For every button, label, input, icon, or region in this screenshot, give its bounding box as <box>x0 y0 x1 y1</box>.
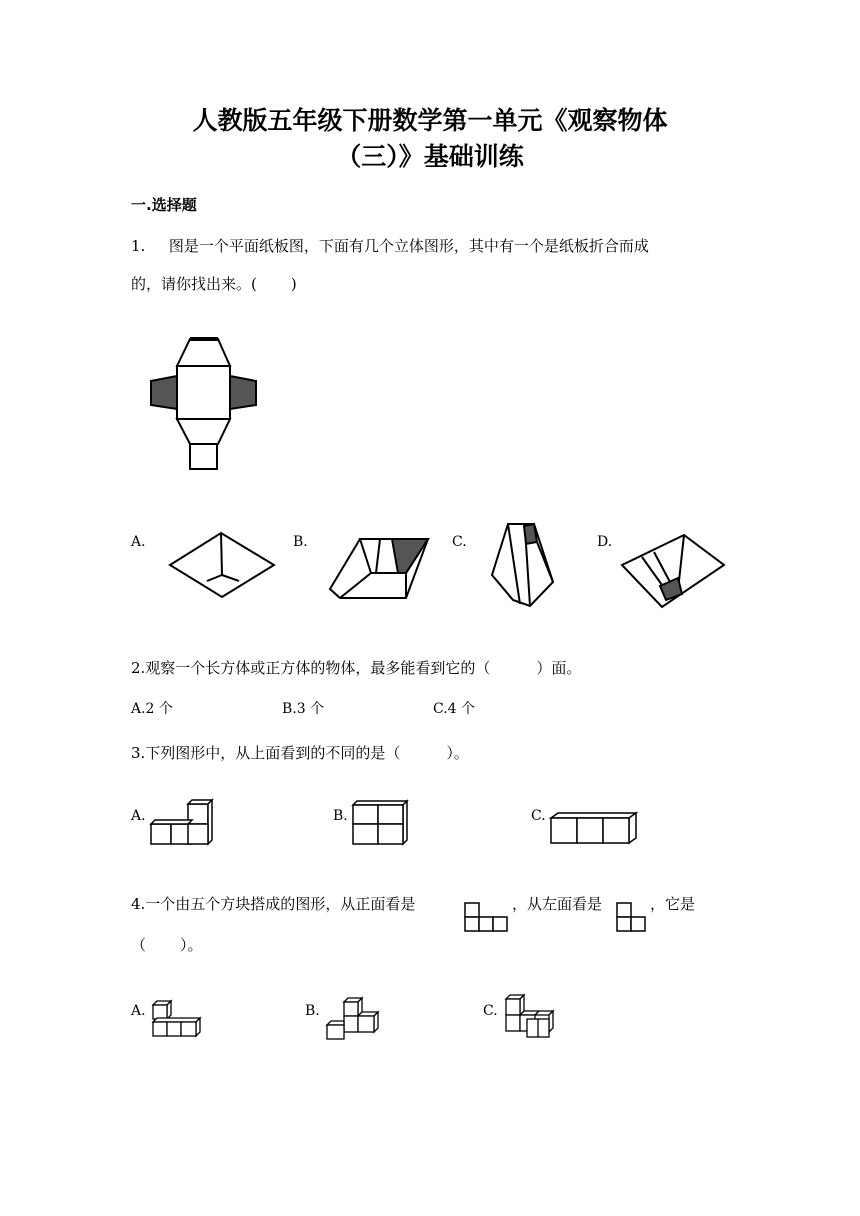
q3-option-b-figure[interactable] <box>350 798 410 848</box>
q1-stem-line2: 的，请你找出来。( <box>131 275 257 293</box>
q4-front-view-figure <box>463 901 509 933</box>
q1-option-a-label[interactable]: A. <box>131 534 146 550</box>
q1-option-b-figure[interactable] <box>328 526 430 600</box>
q4-stem-part2: ，从左面看是 <box>512 895 603 913</box>
q2-option-a[interactable]: A.2 个 <box>131 701 173 717</box>
page-title-line2: （三）》基础训练 <box>336 142 524 171</box>
q3-option-c-figure[interactable] <box>548 810 640 846</box>
q1-option-c-figure[interactable] <box>490 520 554 610</box>
q4-open-paren: （ <box>131 936 147 954</box>
q3-option-a-figure[interactable] <box>148 797 212 847</box>
page-title-line1: 人教版五年级下册数学第一单元《观察物体 <box>192 106 668 135</box>
q1-option-a-figure[interactable] <box>167 530 277 600</box>
q3-option-b-label[interactable]: B. <box>333 808 348 824</box>
q1-stem-close: ) <box>290 275 297 293</box>
section-heading: 一.选择题 <box>131 196 197 214</box>
q3-option-c-label[interactable]: C. <box>531 808 546 824</box>
q4-option-c-label[interactable]: C. <box>483 1003 498 1019</box>
q1-option-b-label[interactable]: B. <box>293 534 308 550</box>
q3-option-a-label[interactable]: A. <box>131 808 146 824</box>
q4-option-b-figure[interactable] <box>324 995 380 1041</box>
q4-option-a-label[interactable]: A. <box>131 1003 146 1019</box>
q4-option-c-figure[interactable] <box>503 992 555 1040</box>
q2-stem-close: ）面。 <box>536 659 582 677</box>
q4-option-b-label[interactable]: B. <box>305 1003 320 1019</box>
q1-stem-line1: 图是一个平面纸板图，下面有几个立体图形，其中有一个是纸板折合而成 <box>168 237 649 255</box>
q4-close-paren: ）。 <box>180 936 203 954</box>
q1-text-line1 <box>131 234 649 258</box>
q3-text <box>131 741 469 765</box>
q2-text <box>131 656 581 680</box>
q3-stem: 3.下列图形中，从上面看到的不同的是（ <box>131 744 401 762</box>
q3-stem-close: ）。 <box>446 744 469 762</box>
q1-option-d-figure[interactable] <box>620 530 726 610</box>
q2-option-c[interactable]: C.4 个 <box>433 701 476 717</box>
q4-text-line2 <box>131 933 203 957</box>
q1-option-d-label[interactable]: D. <box>597 534 613 550</box>
q4-stem-part1: 4.一个由五个方块搭成的图形，从正面看是 <box>131 895 416 913</box>
q1-number: 1. <box>131 237 146 255</box>
q4-left-view-figure <box>615 901 647 933</box>
q1-text-line2 <box>131 272 297 296</box>
q2-stem: 2.观察一个长方体或正方体的物体，最多能看到它的（ <box>131 659 491 677</box>
q4-stem-part3: ，它是 <box>650 895 696 913</box>
q1-net-figure <box>148 336 263 471</box>
q1-option-c-label[interactable]: C. <box>452 534 467 550</box>
q2-option-b[interactable]: B.3 个 <box>282 701 325 717</box>
q4-option-a-figure[interactable] <box>150 998 202 1040</box>
